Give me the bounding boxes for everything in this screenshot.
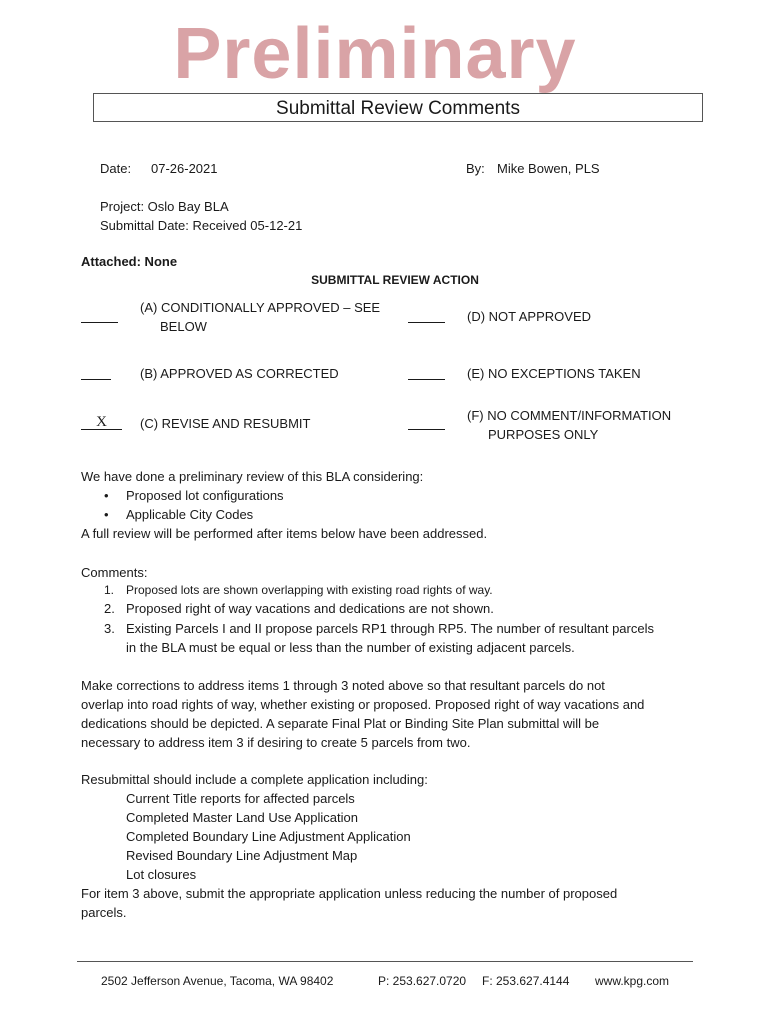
footer-fax: F: 253.627.4144 [482, 974, 570, 988]
comment-number: 2. [104, 601, 115, 616]
date-label: Date: [100, 161, 132, 176]
by-value: Mike Bowen, PLS [497, 161, 600, 176]
action-f-blank [408, 415, 445, 430]
action-f-line2: PURPOSES ONLY [488, 427, 599, 442]
consideration-item: • Proposed lot configurations [126, 486, 284, 505]
action-heading: SUBMITTAL REVIEW ACTION [311, 273, 479, 287]
action-f-line1: (F) NO COMMENT/INFORMATION [467, 408, 672, 423]
closing-line: parcels. [81, 905, 127, 920]
intro-text: We have done a preliminary review of this BLA considering: [81, 469, 424, 484]
by-label: By: [466, 161, 485, 176]
action-a-line2: BELOW [160, 319, 207, 334]
resubmittal-item: Current Title reports for affected parcels [126, 791, 355, 806]
action-c-label: (C) REVISE AND RESUBMIT [140, 416, 311, 431]
footer-phone: P: 253.627.0720 [378, 974, 467, 988]
action-b-blank [81, 365, 111, 380]
comment-item [104, 581, 493, 600]
comment-text-continued: in the BLA must be equal or less than the number of existing adjacent parcels. [126, 640, 575, 655]
comment-text: Existing Parcels I and II propose parcels RP1 through RP5. The number of resultant parcels [126, 621, 654, 636]
action-d-label: (D) NOT APPROVED [467, 309, 592, 324]
action-e-label: (E) NO EXCEPTIONS TAKEN [467, 366, 641, 381]
footer-address: 2502 Jefferson Avenue, Tacoma, WA 98402 [101, 974, 334, 988]
footer-divider [77, 961, 693, 962]
closing-line: For item 3 above, submit the appropriate application unless reducing the number of proposed [81, 886, 618, 901]
action-d-blank [408, 308, 445, 323]
full-review-text: A full review will be performed after items below have been addressed. [81, 526, 488, 541]
resubmittal-item: Completed Boundary Line Adjustment Application [126, 829, 411, 844]
attached-line: Attached: None [81, 254, 178, 269]
consideration-item: • Applicable City Codes [126, 505, 253, 524]
submittal-date-line: Submittal Date: Received 05-12-21 [100, 218, 303, 233]
comments-label: Comments: [81, 565, 148, 580]
comment-text: Proposed lots are shown overlapping with existing road rights of way. [126, 583, 493, 597]
page-title: Submittal Review Comments [93, 93, 703, 122]
action-e-blank [408, 365, 445, 380]
comment-item [104, 599, 494, 618]
comment-item [104, 619, 654, 638]
action-b-label: (B) APPROVED AS CORRECTED [140, 366, 339, 381]
date-value: 07-26-2021 [151, 161, 218, 176]
corrections-line: Make corrections to address items 1 through 3 noted above so that resultant parcels do not [81, 678, 605, 693]
project-line: Project: Oslo Bay BLA [100, 199, 229, 214]
resubmittal-item: Completed Master Land Use Application [126, 810, 358, 825]
action-c-checkmark: X [81, 415, 122, 430]
resubmittal-item: Lot closures [126, 867, 197, 882]
action-a-blank [81, 308, 118, 323]
corrections-line: overlap into road rights of way, whether existing or proposed. Proposed right of way vacations and [81, 697, 645, 712]
corrections-line: dedications should be depicted. A separate Final Plat or Binding Site Plan submittal will be [81, 716, 600, 731]
resubmittal-intro: Resubmittal should include a complete application including: [81, 772, 428, 787]
comment-text: Proposed right of way vacations and dedications are not shown. [126, 601, 494, 616]
action-a-line1: (A) CONDITIONALLY APPROVED – SEE [140, 300, 381, 315]
preliminary-watermark: Preliminary [173, 14, 577, 94]
corrections-line: necessary to address item 3 if desiring to create 5 parcels from two. [81, 735, 471, 750]
footer-website: www.kpg.com [595, 974, 670, 988]
comment-number: 1. [104, 583, 115, 597]
resubmittal-item: Revised Boundary Line Adjustment Map [126, 848, 358, 863]
comment-number: 3. [104, 621, 115, 636]
